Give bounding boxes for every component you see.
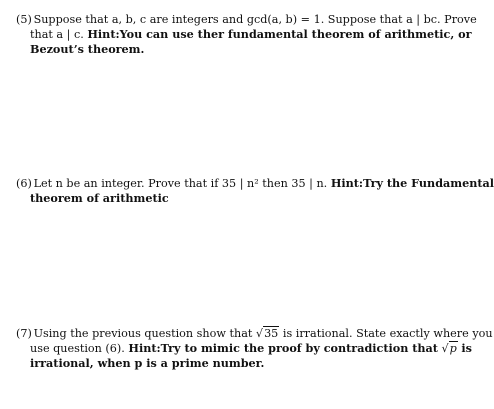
sqrt-p-radicand: p [449,342,457,355]
problem-6-statement: Let n be an integer. Prove that if 35 | n² then 35 | n. [33,177,328,190]
problem-7-statement-end: use question (6). [30,342,125,355]
problem-6-number: (6) [16,177,32,190]
problem-7-line-2 [16,341,472,356]
problem-7 [16,327,493,370]
problem-6-hint-cont: theorem of arithmetic [30,191,169,205]
problem-5-statement-cont: that a | c. [30,28,84,41]
problem-5 [16,13,477,56]
problem-5-line-1 [16,13,477,27]
problem-7-hint: Hint:Try to mimic the proof by contradiction that [128,341,438,355]
sqrt-35-expression: √35 [255,327,279,340]
sqrt-p-expression: √p [441,342,457,355]
problem-5-hint-cont: Bezout’s theorem. [30,42,145,56]
problem-6-hint: Hint:Try the Fundamental [330,176,494,190]
problem-6-line-1 [16,176,494,191]
problem-5-statement: Suppose that a, b, c are integers and gcd(a, b) = 1. Suppose that a | bc. Prove [33,13,477,26]
sqrt-35-radicand: 35 [264,327,279,340]
problem-7-statement-cont: is irrational. State exactly where you [282,327,493,340]
problem-7-hint-is: is [461,341,472,355]
problem-5-line-2 [16,27,472,42]
problem-5-number: (5) [16,13,32,26]
problem-5-hint: Hint:You can use ther fundamental theorem of arithmetic, or [87,27,472,41]
problem-6 [16,176,494,205]
problem-7-statement: Using the previous question show that [33,327,253,340]
problem-7-line-1 [16,327,493,341]
problem-7-number: (7) [16,327,32,340]
problem-7-hint-cont: irrational, when p is a prime number. [30,356,265,370]
